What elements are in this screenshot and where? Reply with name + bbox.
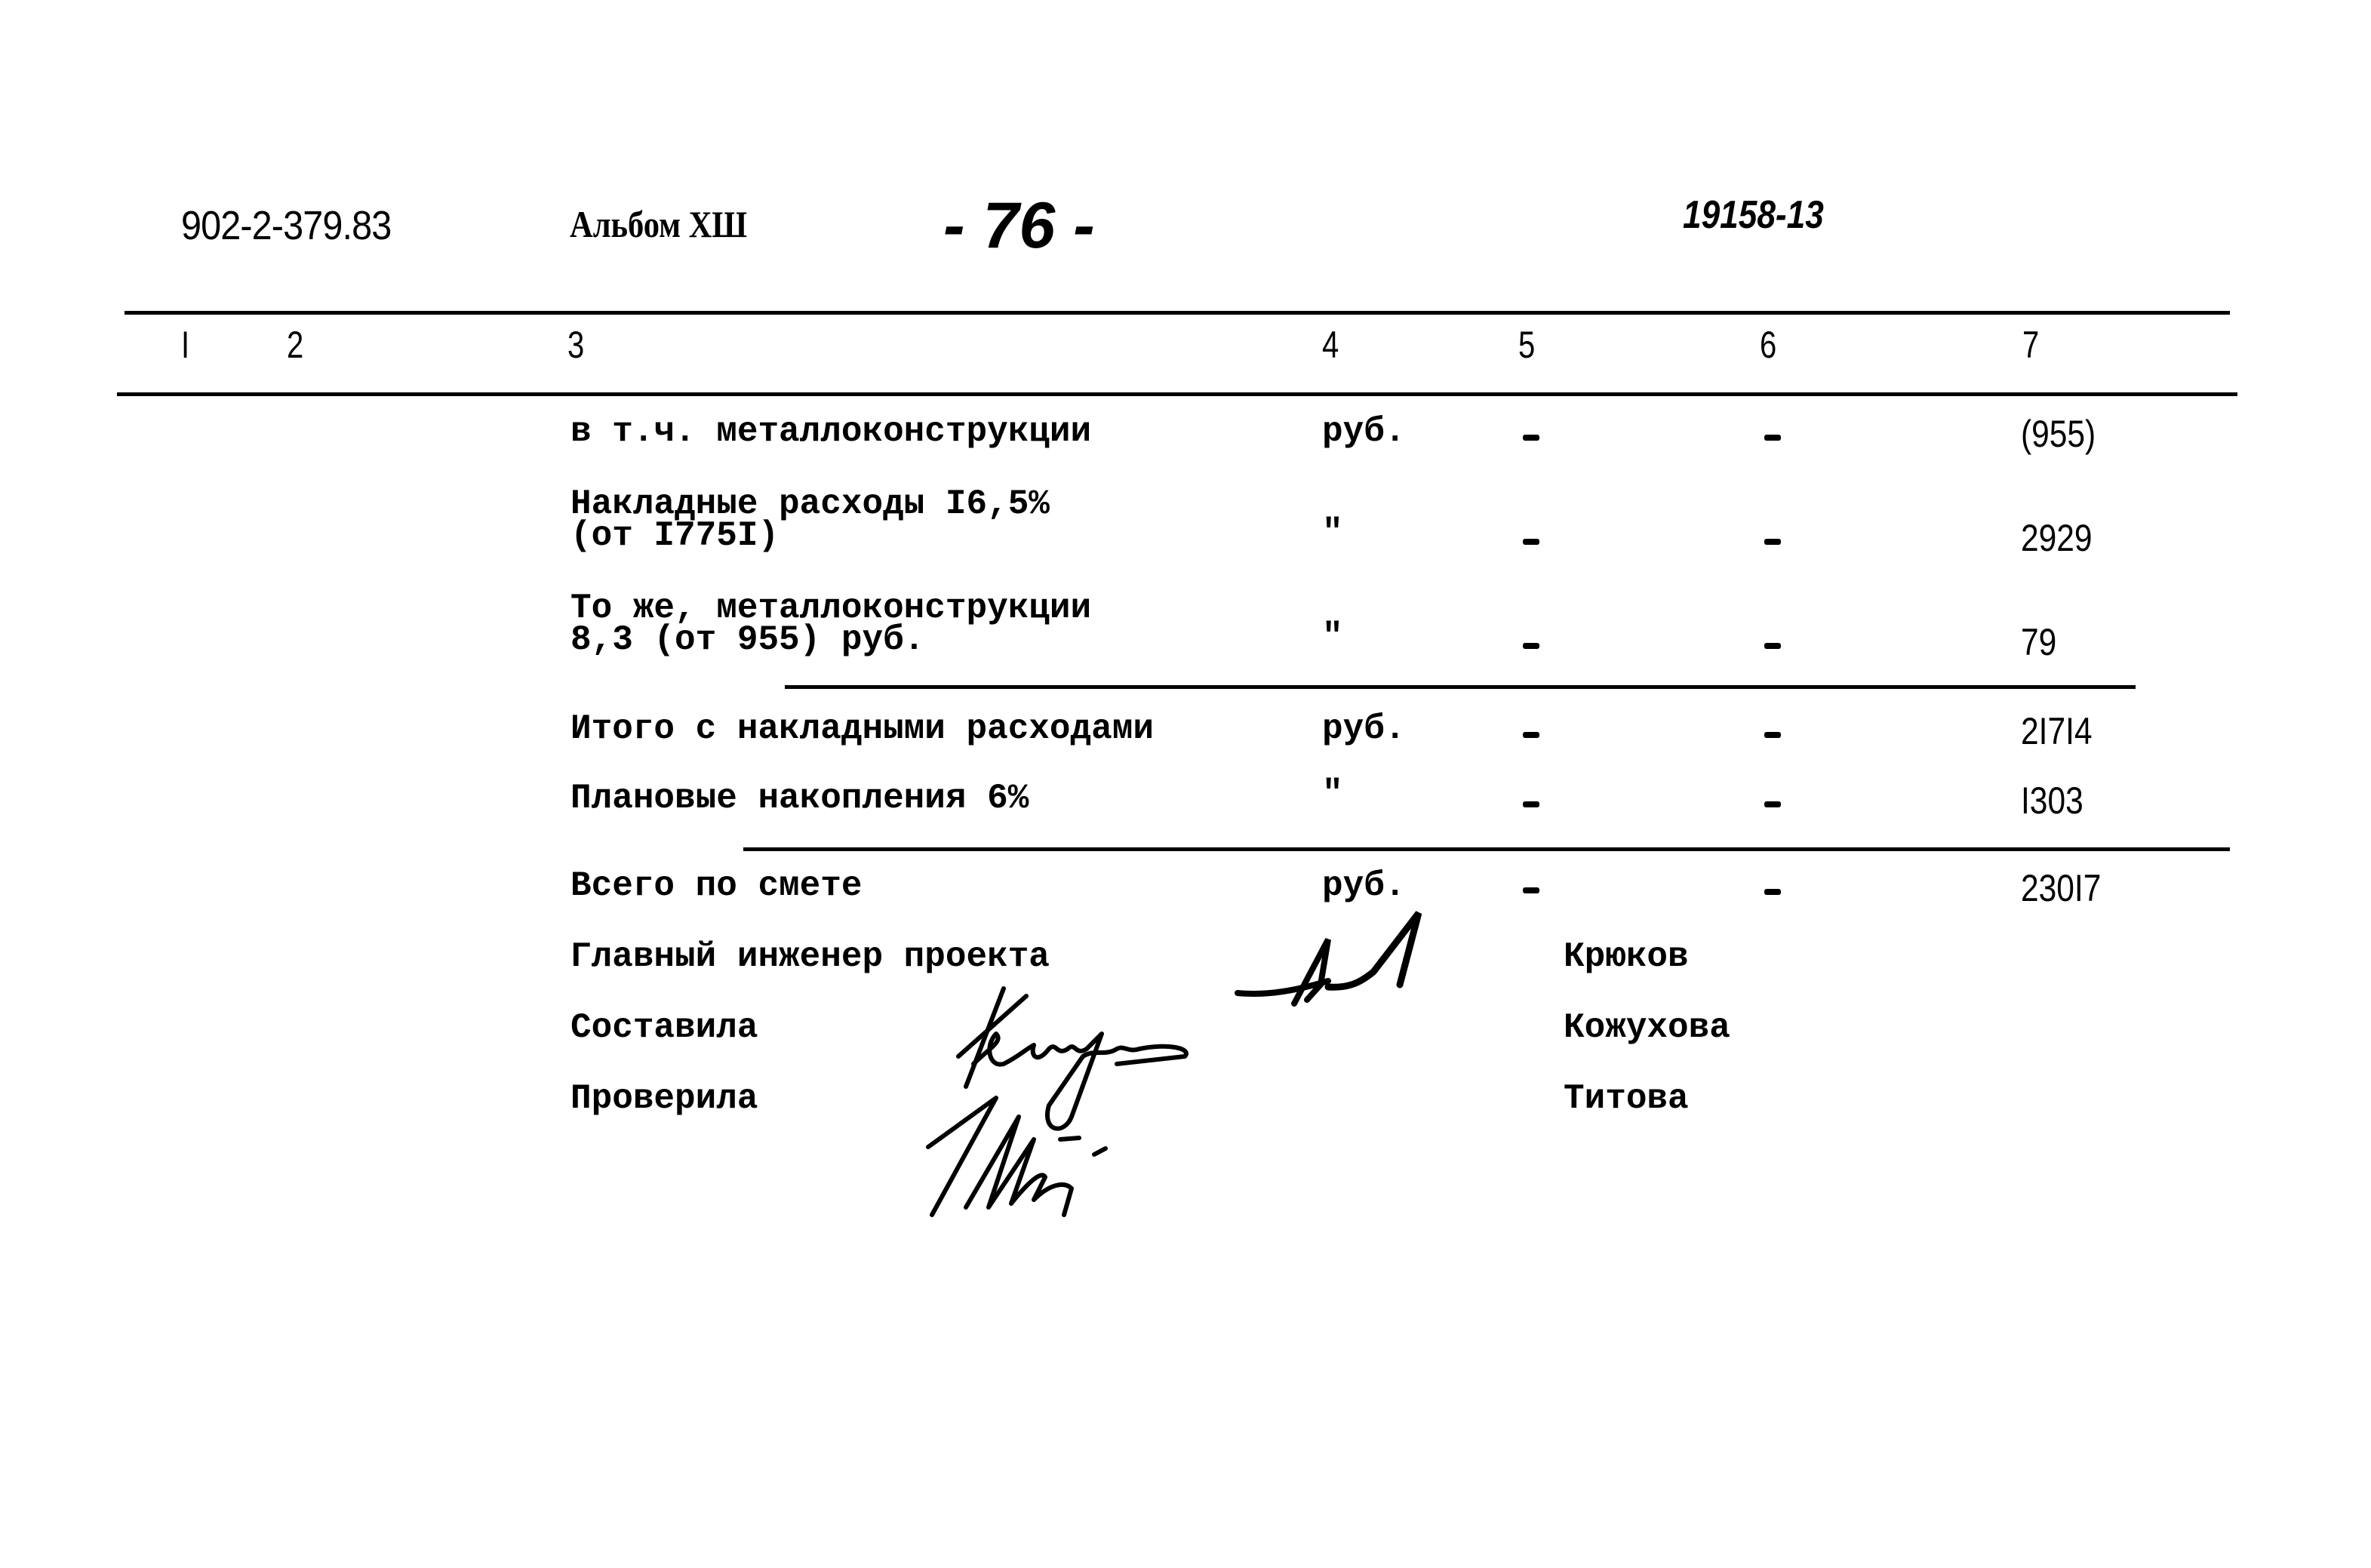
row-unit: руб. bbox=[1322, 412, 1406, 451]
row-col5-dash bbox=[1523, 732, 1539, 738]
table-top-rule bbox=[125, 311, 2230, 315]
row-amount: 79 bbox=[2021, 621, 2057, 663]
page-number: - 76 - bbox=[943, 189, 1095, 262]
row-amount: I303 bbox=[2021, 779, 2083, 822]
signature-name: Кожухова bbox=[1564, 1008, 1730, 1047]
column-number-7: 7 bbox=[2022, 324, 2040, 366]
row-col5-dash bbox=[1523, 643, 1539, 649]
row-description-line2: 8,3 (от 955) руб. bbox=[570, 620, 925, 659]
row-col5-dash bbox=[1523, 801, 1539, 807]
row-description: в т.ч. металлоконструкции bbox=[570, 412, 1092, 451]
row-description: Всего по смете bbox=[570, 866, 863, 905]
subtotal-rule bbox=[785, 685, 2136, 689]
row-description: Итого с накладными расходами bbox=[570, 709, 1154, 749]
row-col5-dash bbox=[1523, 539, 1539, 545]
row-amount: (955) bbox=[2021, 413, 2096, 455]
signature-name: Крюков bbox=[1564, 937, 1689, 976]
row-col6-dash bbox=[1764, 732, 1781, 738]
row-unit: руб. bbox=[1322, 866, 1406, 905]
column-number-2: 2 bbox=[287, 324, 304, 366]
checker-signature-icon bbox=[913, 1094, 1170, 1222]
row-col6-dash bbox=[1764, 643, 1781, 649]
signature-role: Составила bbox=[570, 1008, 758, 1047]
row-col6-dash bbox=[1764, 889, 1781, 895]
row-col6-dash bbox=[1764, 539, 1781, 545]
inventory-number: 19158-13 bbox=[1683, 193, 1824, 237]
signature-name: Титова bbox=[1564, 1079, 1689, 1118]
album-label: Альбом ХШ bbox=[570, 203, 748, 245]
row-description: То же, металлоконструкции bbox=[570, 589, 1092, 628]
row-unit-ditto: " bbox=[1322, 513, 1343, 552]
row-description: Плановые накопления 6% bbox=[570, 779, 1029, 818]
row-amount: 2929 bbox=[2021, 517, 2093, 559]
column-number-6: 6 bbox=[1760, 324, 1777, 366]
row-unit: руб. bbox=[1322, 709, 1406, 749]
row-col6-dash bbox=[1764, 801, 1781, 807]
row-unit-ditto: " bbox=[1322, 617, 1343, 656]
total-rule bbox=[743, 847, 2230, 851]
row-description: Накладные расходы I6,5% bbox=[570, 484, 1050, 524]
row-description-line2: (от I775I) bbox=[570, 516, 780, 555]
column-number-3: 3 bbox=[567, 324, 585, 366]
column-number-5: 5 bbox=[1518, 324, 1536, 366]
project-code: 902-2-379.83 bbox=[181, 203, 392, 248]
table-header-bottom-rule bbox=[117, 392, 2237, 396]
row-col5-dash bbox=[1523, 435, 1539, 441]
column-number-4: 4 bbox=[1322, 324, 1339, 366]
row-col6-dash bbox=[1764, 435, 1781, 441]
column-number-1: I bbox=[181, 324, 190, 366]
row-amount: 2I7I4 bbox=[2021, 710, 2093, 752]
row-unit-ditto: " bbox=[1322, 774, 1343, 813]
row-amount: 230I7 bbox=[2021, 867, 2102, 909]
signature-role: Проверила bbox=[570, 1079, 758, 1118]
row-col5-dash bbox=[1523, 887, 1539, 893]
signature-role: Главный инженер проекта bbox=[570, 937, 1050, 976]
